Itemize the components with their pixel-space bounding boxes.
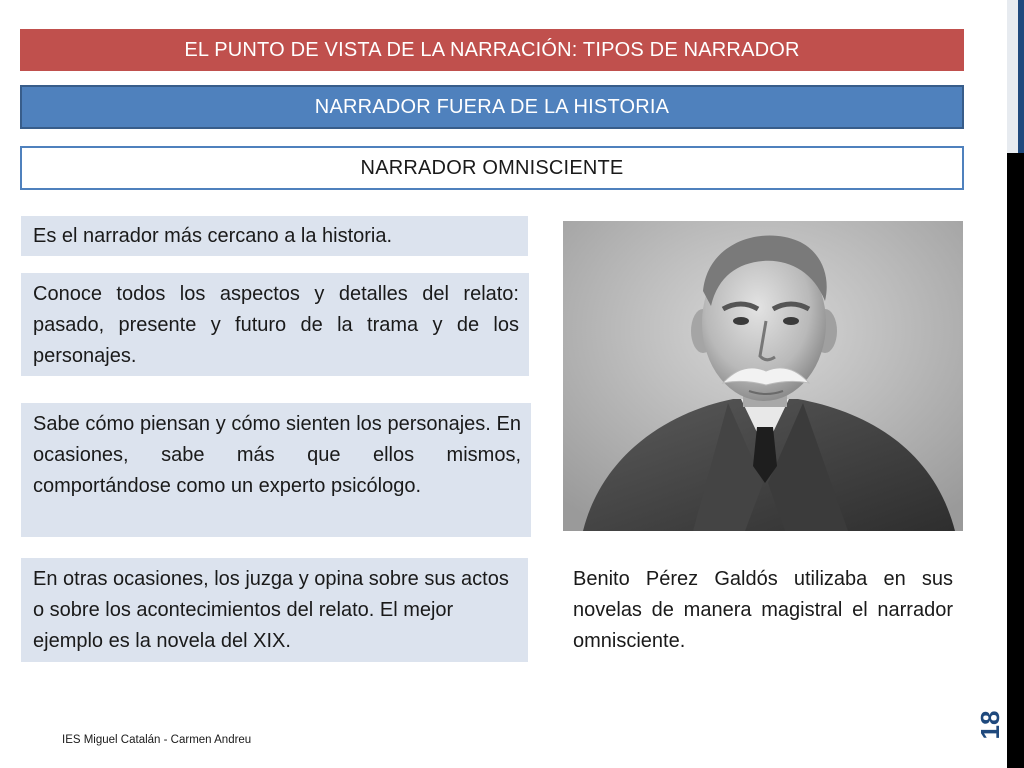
text-box-3: Sabe cómo piensan y cómo sienten los personajes. En ocasiones, sabe más que ellos mismos, comportándose como un experto psicólogo. xyxy=(21,403,531,537)
side-accent-bar xyxy=(1018,0,1024,153)
slide-title-bar xyxy=(20,29,964,71)
footer-text: IES Miguel Catalán - Carmen Andreu xyxy=(62,734,252,746)
galdos-portrait-photo xyxy=(563,221,963,531)
subtitle-bar xyxy=(20,85,964,129)
text-box-1: Es el narrador más cercano a la historia. xyxy=(21,216,528,256)
section-text: NARRADOR OMNISCIENTE xyxy=(360,156,624,179)
slide-number: 18 xyxy=(974,710,1005,740)
side-accent-strip xyxy=(1007,0,1024,153)
portrait-caption: Benito Pérez Galdós utilizaba en sus novelas de manera magistral el narrador omnisciente. xyxy=(573,568,953,652)
side-dark-strip xyxy=(1007,153,1024,768)
subtitle-text: NARRADOR FUERA DE LA HISTORIA xyxy=(314,95,670,118)
section-bar xyxy=(20,146,964,190)
text-box-4: En otras ocasiones, los juzga y opina sobre sus actos o sobre los acontecimientos del relato. El mejor ejemplo es la novela del XIX. xyxy=(21,558,528,662)
text-box-2: Conoce todos los aspectos y detalles del relato: pasado, presente y futuro de la trama y de los personajes. xyxy=(21,273,529,376)
slide-title: EL PUNTO DE VISTA DE LA NARRACIÓN: TIPOS DE NARRADOR xyxy=(184,38,800,61)
